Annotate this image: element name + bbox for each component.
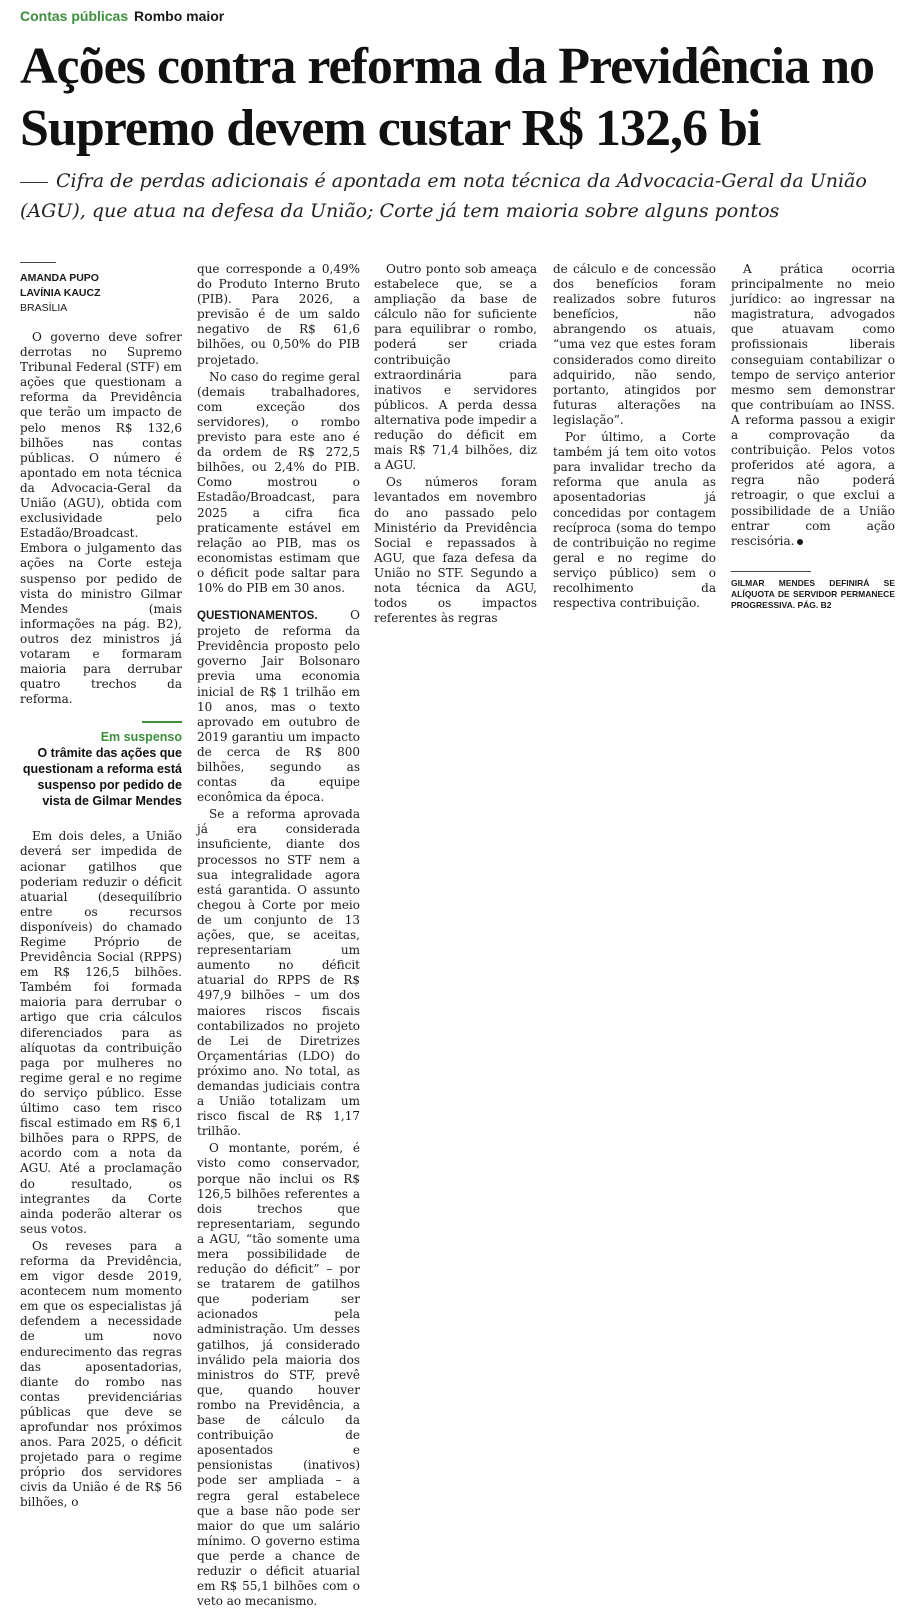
- deck-dash: [20, 182, 48, 183]
- author-2: LAVÍNIA KAUCZ: [20, 287, 101, 299]
- headline: Ações contra reforma da Previdência no Supremo devem custar R$ 132,6 bi: [20, 38, 874, 157]
- paragraph: de cálculo e de concessão dos benefícios foram realizados sobre futuros benefícios, não abrangendo os atuais, “uma vez que estes foram considerados como direito adquirido, não sendo, portanto, atingidos por futuras alterações na legislação”.: [553, 262, 716, 427]
- paragraph: No caso do regime geral (demais trabalhadores, com exceção dos servidores), o rombo previsto para este ano é da ordem de R$ 272,5 bilhões, ou 2,4% do PIB. Como mostrou o Estadão/Broadcast, para 2025 a cifra fica praticamente estável em relação ao PIB, mas os economistas estimam que o déficit pode saltar para 10% do PIB em 30 anos.: [197, 369, 360, 595]
- paragraph: Os números foram levantados em novembro do ano passado pelo Ministério da Previdência Social e repassados à AGU, que faza defesa da União no STF. Segundo a nota técnica da AGU, todos os impactos referentes às regras: [374, 475, 537, 626]
- column-2: [197, 262, 360, 1611]
- paragraph: O montante, porém, é visto como conservador, porque não inclui os R$ 126,5 bilhões referentes a dois trechos que representariam, segundo a AGU, “tão somente uma mera possibilidade de redução do déficit” – por se tratarem de gatilhos que poderiam ser acionados pela administração. Um desses gatilhos, já considerado inválido pela maioria dos ministros do STF, prevê que, quando houver rombo na Previdência, a base de cálculo da contribuição de aposentados e pensionistas (inativos) pode ser ampliada – a regra geral estabelece que a base não pode ser maior do que um salário mínimo. O governo estima que perde a chance de reduzir o déficit atuarial em R$ 55,1 bilhões com o veto ao mecanismo.: [197, 1141, 360, 1609]
- end-mark-icon: [797, 539, 803, 545]
- deck-text: Cifra de perdas adicionais é apontada em nota técnica da Advocacia-Geral da União (AGU), que atua na defesa da União; Corte já tem maioria sobre alguns pontos: [20, 170, 867, 222]
- paragraph: que corresponde a 0,49% do Produto Interno Bruto (PIB). Para 2026, a previsão é de um saldo negativo de R$ 61,6 bilhões, ou 0,50% do PIB projetado.: [197, 262, 360, 367]
- pull-quote-box: [20, 721, 182, 809]
- paragraph: Se a reforma aprovada já era considerada insuficiente, diante dos processos no STF nem a sua integralidade agora está garantida. O assunto chegou à Corte por meio de um conjunto de 13 ações, que, se aceitas, representariam um aumento no déficit atuarial do RPPS de R$ 497,9 bilhões – um dos maiores riscos fiscais contabilizados no projeto de Lei de Diretrizes Orçamentárias (LDO) do próximo ano. No total, as demandas judiciais contra a União totalizam um risco fiscal de R$ 1,17 trilhão.: [197, 807, 360, 1139]
- column-5: [731, 262, 895, 611]
- paragraph: O governo deve sofrer derrotas no Supremo Tribunal Federal (STF) em ações que questionam a reforma da Previdência que terão um impacto de pelo menos R$ 132,6 bilhões nas contas públicas. O número é apontado em nota técnica da Advocacia-Geral da União (AGU), obtida com exclusividade pelo Estadão/Broadcast. Embora o julgamento das ações na Corte esteja suspenso por pedido de vista do ministro Gilmar Mendes (mais informações na pág. B2), outros dez ministros já votaram e formaram maioria para derrubar quatro trechos da reforma.: [20, 330, 182, 707]
- related-note: [731, 571, 895, 611]
- column-3: [374, 262, 537, 628]
- paragraph: [731, 262, 895, 549]
- box-rule: [142, 721, 182, 723]
- box-text: O trâmite das ações que questionam a reforma está suspenso por pedido de vista de Gilmar Mendes: [22, 746, 182, 809]
- subhead: QUESTIONAMENTOS.: [197, 610, 318, 623]
- paragraph: Os reveses para a reforma da Previdência, em vigor desde 2019, acontecem num momento em que os especialistas já defendem a necessidade de um novo endurecimento das regras das aposentadorias, diante do rombo nas contas previdenciárias públicas que deve se aprofundar nos próximos anos. Para 2025, o déficit projetado para o regime próprio dos servidores civis da União é de R$ 56 bilhões, o: [20, 1238, 182, 1510]
- column-4: [553, 262, 716, 613]
- note-text: GILMAR MENDES DEFINIRÁ SE ALÍQUOTA DE SERVIDOR PERMANECE PROGRESSIVA. PÁG. B2: [731, 577, 895, 610]
- paragraph-text: O projeto de reforma da Previdência proposto pelo governo Jair Bolsonaro previa uma economia inicial de R$ 1 trilhão em 10 anos, mas o texto aprovado em outubro de 2019 garantiu um impacto de cerca de R$ 800 bilhões, segundo as contas da equipe econômica da época.: [197, 608, 360, 805]
- section-label: Contas públicas: [20, 8, 129, 24]
- dateline: BRASÍLIA: [20, 302, 68, 314]
- author-1: AMANDA PUPO: [20, 272, 99, 284]
- deck: [20, 166, 895, 226]
- topic-label: Rombo maior: [134, 8, 225, 24]
- byline: [20, 271, 182, 316]
- column-1: [20, 262, 182, 1513]
- paragraph: Em dois deles, a União deverá ser impedida de acionar gatilhos que poderiam reduzir o déficit atuarial (desequilíbrio entre os recursos disponíveis) do chamado Regime Próprio de Previdência Social (RPPS) em R$ 126,5 bilhões. Também foi formada maioria para derrubar o artigo que cria cálculos diferenciados para as alíquotas da contribuição paga por mulheres no regime geral e no regime do serviço público. Esse último caso tem risco fiscal estimado em R$ 6,1 bilhões para o RPPS, de acordo com a nota da AGU. Até a proclamação do resultado, os integrantes da Corte ainda poderão alterar os seus votos.: [20, 829, 182, 1236]
- paragraph: Outro ponto sob ameaça estabelece que, se a ampliação da base de cálculo não for suficiente para equilibrar o rombo, poderá ser criada contribuição extraordinária para inativos e servidores públicos. A perda dessa alternativa pode impedir a redução do déficit em mais R$ 71,4 bilhões, diz a AGU.: [374, 262, 537, 473]
- paragraph: Por último, a Corte também já tem oito votos para invalidar trecho da reforma que anula as aposentadorias já concedidas por contagem recíproca (soma do tempo de contribuição no regime geral e no regime do serviço público) sem o recolhimento da respectiva contribuição.: [553, 430, 716, 611]
- note-rule: [731, 571, 811, 572]
- kicker: [20, 8, 224, 24]
- byline-rule: [20, 262, 56, 263]
- paragraph-with-subhead: [197, 608, 360, 805]
- box-label: Em suspenso: [100, 730, 182, 745]
- paragraph-text: A prática ocorria principalmente no meio jurídico: ao ingressar na magistratura, advogados que atuavam como profissionais liberais conseguiam contabilizar o tempo de serviço anterior mesmo sem demonstrar que contribuíam ao INSS. A reforma passou a exigir a comprovação da contribuição. Pelos votos proferidos até agora, a regra não poderá retroagir, o que exclui a possibilidade de a União entrar com ação rescisória.: [731, 262, 895, 548]
